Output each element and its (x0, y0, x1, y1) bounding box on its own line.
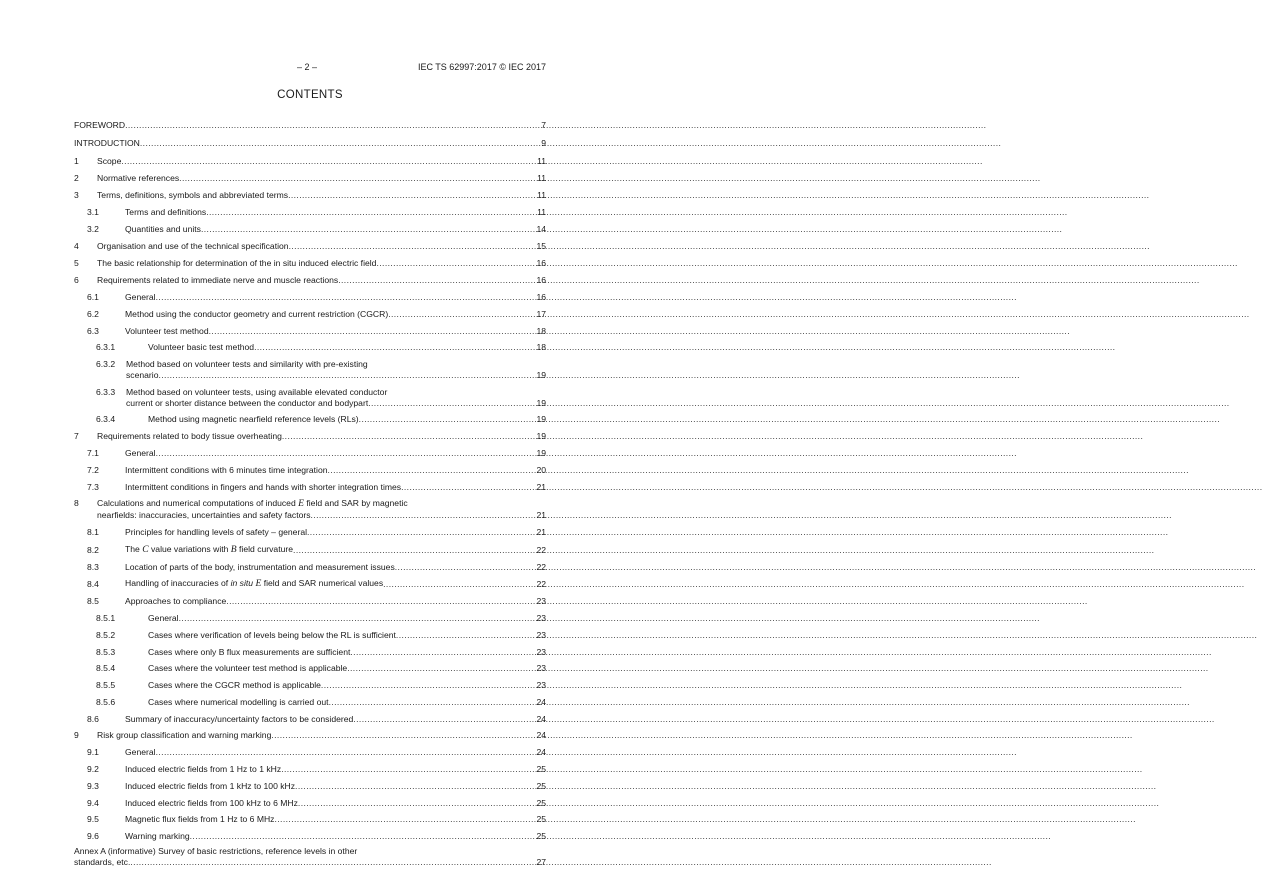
toc-section-number: 8.4 (87, 579, 99, 590)
toc-entry-text: Cases where the volunteer test method is applicable (148, 663, 348, 674)
toc-page-number: 25 (536, 797, 546, 808)
toc-section-number: 6.3.1 (96, 342, 116, 353)
toc-section-number: 1 (74, 155, 79, 166)
toc-entry-1[interactable] (74, 156, 546, 167)
toc-section-number: 7.1 (87, 447, 99, 458)
toc-section-number: 8.5 (87, 596, 99, 607)
toc-page-number: 19 (536, 414, 546, 425)
toc-entry-8[interactable] (74, 498, 546, 521)
toc-dot-leader (396, 630, 536, 641)
toc-section-number: 6.3 (87, 325, 99, 336)
toc-entry-8-5[interactable] (74, 596, 546, 607)
toc-section-number: 2 (74, 173, 79, 184)
toc-dot-leader (179, 613, 536, 624)
toc-entry-7[interactable] (74, 431, 546, 442)
toc-page-number: 19 (536, 447, 546, 458)
toc-page-number: 19 (536, 431, 546, 442)
toc-entry-text: Cases where verification of levels being below the RL is sufficient (148, 629, 396, 640)
toc-dot-leader (353, 714, 535, 725)
toc-dot-leader (156, 292, 536, 303)
toc-entry-text: Summary of inaccuracy/uncertainty factors to be considered (125, 713, 354, 724)
toc-dot-leader (328, 465, 536, 476)
toc-section-number: 8.1 (87, 526, 99, 537)
toc-dot-leader (388, 309, 535, 320)
toc-entry-7-3[interactable] (74, 482, 546, 493)
toc-entry-8-2[interactable] (74, 544, 546, 556)
toc-entry-9-4[interactable] (74, 798, 546, 809)
toc-section-number: 8.2 (87, 544, 99, 555)
toc-entry-9-6[interactable] (74, 831, 546, 842)
toc-entry-text: Induced electric fields from 100 kHz to 6 MHz (125, 797, 298, 808)
toc-entry-text: Method using the conductor geometry and current restriction (CGCR) (125, 308, 389, 319)
toc-entry-5[interactable] (74, 258, 546, 269)
toc-entry-8-3[interactable] (74, 562, 546, 573)
toc-entry-3-1[interactable] (74, 207, 546, 218)
toc-entry-6-3[interactable] (74, 326, 546, 337)
toc-section-number: 9.1 (87, 747, 99, 758)
toc-section-number: 3 (74, 190, 79, 201)
toc-entry-text: Volunteer basic test method (148, 342, 255, 353)
toc-dot-leader (359, 414, 536, 425)
toc-entry-text-line: Method based on volunteer tests and similarity with pre-existing (126, 359, 368, 370)
toc-dot-leader (190, 831, 536, 842)
toc-entry-2[interactable] (74, 173, 546, 184)
toc-section-number: 8.5.1 (96, 612, 116, 623)
toc-entry-3[interactable] (74, 190, 546, 201)
toc-dot-leader (271, 730, 535, 741)
page-title: CONTENTS (277, 89, 343, 101)
toc-entry-text: General (148, 612, 179, 623)
toc-entry-text: Location of parts of the body, instrumentation and measurement issues (125, 561, 395, 572)
toc-entry-text-line: nearfields: inaccuracies, uncertainties and safety factors (97, 510, 311, 521)
toc-section-number: 6.3.2 (96, 359, 116, 370)
toc-entry-9[interactable] (74, 730, 546, 741)
toc-section-number: 8.5.3 (96, 646, 116, 657)
toc-entry-foreword[interactable] (74, 120, 546, 131)
toc-entry-4[interactable] (74, 241, 546, 252)
toc-page-number: 11 (537, 155, 546, 166)
toc-entry-text: Risk group classification and warning marking (97, 730, 272, 741)
toc-page-number: 21 (536, 526, 546, 537)
toc-section-number: 9.3 (87, 780, 99, 791)
toc-section-number: 8.3 (87, 561, 99, 572)
toc-section-number: 3.1 (87, 206, 99, 217)
toc-section-number: 7.2 (87, 464, 99, 475)
toc-section-number: 9.4 (87, 797, 99, 808)
toc-dot-leader (338, 275, 535, 286)
toc-entry-text: Warning marking (125, 831, 190, 842)
toc-page-number: 11 (537, 190, 546, 201)
toc-entry-text: The basic relationship for determination of the in situ induced electric field (97, 258, 377, 269)
toc-entry-9-3[interactable] (74, 781, 546, 792)
toc-entry-3-2[interactable] (74, 224, 546, 235)
toc-dot-leader (347, 663, 535, 674)
toc-section-number: 9 (74, 730, 79, 741)
page-header (0, 62, 620, 76)
toc-entry-8-5-5[interactable] (74, 680, 546, 691)
toc-entry-8-5-2[interactable] (74, 630, 546, 641)
toc-entry-text: Terms, definitions, symbols and abbreviated terms (97, 190, 289, 201)
toc-section-number: 6 (74, 275, 79, 286)
toc-section-number: 6.3.4 (96, 414, 116, 425)
toc-section-number: 6.3.3 (96, 386, 116, 397)
toc-entry-text: INTRODUCTION (74, 137, 140, 148)
toc-dot-leader (226, 596, 535, 607)
toc-section-number: 7.3 (87, 481, 99, 492)
toc-entry-text: Requirements related to body tissue overheating (97, 431, 282, 442)
standard-identifier: IEC TS 62997:2017 © IEC 2017 (417, 62, 546, 72)
toc-entry-text: Quantities and units (125, 223, 201, 234)
toc-page-number: 24 (536, 747, 546, 758)
toc-entry-text-line: current or shorter distance between the conductor and bodypart (126, 397, 369, 408)
toc-section-number: 5 (74, 258, 79, 269)
toc-page-number: 22 (536, 561, 546, 572)
toc-page-number: 23 (536, 646, 546, 657)
toc-page-number: 18 (536, 342, 546, 353)
toc-entry-6-3-2[interactable] (74, 359, 546, 381)
toc-dot-leader (350, 647, 535, 658)
toc-dot-leader (288, 190, 536, 201)
toc-entry-text: General (125, 747, 156, 758)
toc-entry-text: General (125, 291, 156, 302)
toc-page-number: 16 (536, 275, 546, 286)
toc-entry-text: Requirements related to immediate nerve and muscle reactions (97, 275, 339, 286)
toc-dot-leader (179, 173, 536, 184)
toc-section-number: 9.2 (87, 764, 99, 775)
toc-section-number: 8.5.5 (96, 680, 116, 691)
toc-entry-6[interactable] (74, 275, 546, 286)
toc-entry-6-3-3[interactable] (74, 387, 546, 409)
toc-entry-9-1[interactable] (74, 747, 546, 758)
toc-page-number: 23 (536, 596, 546, 607)
toc-entry-8-1[interactable] (74, 527, 546, 538)
toc-entry-text: Induced electric fields from 1 Hz to 1 kHz (125, 764, 282, 775)
toc-page-number: 17 (536, 308, 546, 319)
toc-entry-text-line: standards, etc. (74, 856, 131, 867)
toc-page-number: 14 (536, 223, 546, 234)
toc-section-number: 9.5 (87, 814, 99, 825)
toc-entry-text: Cases where the CGCR method is applicable (148, 680, 321, 691)
toc-page-number: 23 (536, 663, 546, 674)
toc-page-number: 19 (536, 397, 546, 408)
toc-dot-leader (311, 510, 536, 521)
toc-entry-8-5-6[interactable] (74, 697, 546, 708)
toc-section-number: 8.5.2 (96, 629, 116, 640)
toc-page-number: 22 (536, 579, 546, 590)
toc-annex-entry[interactable] (74, 846, 546, 868)
toc-section-number: 8 (74, 498, 79, 509)
toc-dot-leader (329, 697, 536, 708)
toc-entry-text: The C value variations with B field curvature (125, 543, 294, 555)
toc-entry-text: Approaches to compliance (125, 596, 227, 607)
toc-entry-text: Terms and definitions (125, 206, 207, 217)
page-number: – 2 – (297, 62, 318, 72)
toc-dot-leader (376, 258, 535, 269)
toc-dot-leader (298, 798, 536, 809)
toc-dot-leader (156, 747, 536, 758)
toc-section-number: 6.1 (87, 291, 99, 302)
toc-dot-leader (307, 527, 535, 538)
toc-entry-6-3-4[interactable] (74, 414, 546, 425)
toc-section-number: 7 (74, 431, 79, 442)
toc-dot-leader (293, 545, 535, 556)
toc-entry-8-5-1[interactable] (74, 613, 546, 624)
toc-dot-leader (295, 781, 535, 792)
toc-page-number: 11 (537, 173, 546, 184)
toc-page-number: 11 (537, 206, 546, 217)
toc-page-number: 25 (536, 831, 546, 842)
toc-entry-text: Intermittent conditions with 6 minutes time integration (125, 464, 328, 475)
toc-page-number: 24 (536, 696, 546, 707)
toc-dot-leader (254, 342, 535, 353)
toc-entry-text: General (125, 447, 156, 458)
toc-entry-text: Scope (97, 155, 122, 166)
toc-dot-leader (368, 398, 535, 409)
toc-entry-7-2[interactable] (74, 465, 546, 476)
toc-section-number: 9.6 (87, 831, 99, 842)
toc-dot-leader (140, 138, 540, 149)
toc-entry-9-2[interactable] (74, 764, 546, 775)
toc-dot-leader (121, 156, 536, 167)
toc-page-number: 7 (541, 120, 546, 130)
toc-page-number: 18 (536, 325, 546, 336)
toc-entry-text: Handling of inaccuracies of in situ E field and SAR numerical values (125, 578, 384, 590)
toc-dot-leader (281, 764, 535, 775)
toc-dot-leader (321, 680, 536, 691)
toc-dot-leader (289, 241, 536, 252)
toc-dot-leader (274, 814, 535, 825)
toc-section-number: 3.2 (87, 223, 99, 234)
toc-entry-text: FOREWORD (74, 120, 126, 130)
toc-page-number: 9 (541, 137, 546, 148)
toc-dot-leader (206, 207, 536, 218)
toc-entry-text: Method using magnetic nearfield reference levels (RLs) (148, 414, 359, 425)
toc-page-number: 19 (536, 369, 546, 380)
toc-entry-text: Organisation and use of the technical specification (97, 240, 289, 251)
toc-entry-text-line: Annex A (informative) Survey of basic restrictions, reference levels in other (74, 846, 358, 857)
toc-page-number: 25 (536, 780, 546, 791)
toc-entry-text: Intermittent conditions in fingers and hands with shorter integration times (125, 481, 402, 492)
toc-dot-leader (209, 326, 536, 337)
toc-entry-6-1[interactable] (74, 292, 546, 303)
toc-page-number: 27 (536, 856, 546, 867)
toc-dot-leader (401, 482, 535, 493)
toc-entry-text: Principles for handling levels of safety – general (125, 526, 308, 537)
toc-dot-leader (395, 562, 536, 573)
toc-entry-9-5[interactable] (74, 814, 546, 825)
toc-dot-leader (201, 224, 535, 235)
toc-section-number: 8.5.6 (96, 696, 116, 707)
toc-entry-text: Cases where only B flux measurements are sufficient (148, 646, 351, 657)
toc-dot-leader (158, 370, 535, 381)
toc-dot-leader (130, 857, 535, 868)
toc-entry-text: Magnetic flux fields from 1 Hz to 6 MHz (125, 814, 275, 825)
toc-dot-leader (125, 120, 540, 131)
toc-entry-8-4[interactable] (74, 578, 546, 590)
toc-entry-6-2[interactable] (74, 309, 546, 320)
toc-entry-text-line: scenario (126, 369, 159, 380)
toc-page-number: 23 (536, 612, 546, 623)
toc-page-number: 25 (536, 764, 546, 775)
toc-page-number: 21 (536, 481, 546, 492)
toc-dot-leader (383, 579, 535, 590)
toc-entry-text-line: Method based on volunteer tests, using available elevated conductor (126, 386, 388, 397)
toc-entry-text: Cases where numerical modelling is carried out (148, 696, 329, 707)
toc-entry-introduction[interactable] (74, 138, 546, 149)
toc-section-number: 6.2 (87, 308, 99, 319)
toc-page-number: 23 (536, 680, 546, 691)
toc-entry-8-5-4[interactable] (74, 663, 546, 674)
toc-page-number: 24 (536, 730, 546, 741)
toc-entry-8-6[interactable] (74, 714, 546, 725)
toc-dot-leader (282, 431, 536, 442)
toc-page-number: 25 (536, 814, 546, 825)
toc-page-number: 24 (536, 713, 546, 724)
toc-page-number: 23 (536, 629, 546, 640)
table-of-contents (74, 111, 546, 868)
toc-entry-text: Normative references (97, 173, 180, 184)
toc-section-number: 8.6 (87, 713, 99, 724)
toc-page-number: 20 (536, 464, 546, 475)
toc-page-number: 16 (536, 291, 546, 302)
toc-entry-text: Volunteer test method (125, 325, 209, 336)
toc-entry-text-line: Calculations and numerical computations of induced E field and SAR by magnetic (97, 498, 408, 510)
toc-page-number: 15 (536, 240, 546, 251)
toc-page-number: 22 (536, 544, 546, 555)
toc-page-number: 21 (536, 510, 546, 521)
toc-entry-text: Induced electric fields from 1 kHz to 100 kHz (125, 780, 296, 791)
toc-entry-7-1[interactable] (74, 448, 546, 459)
toc-dot-leader (156, 448, 536, 459)
toc-section-number: 8.5.4 (96, 663, 116, 674)
toc-section-number: 4 (74, 240, 79, 251)
toc-page-number: 16 (536, 258, 546, 269)
toc-entry-8-5-3[interactable] (74, 647, 546, 658)
toc-entry-6-3-1[interactable] (74, 342, 546, 353)
